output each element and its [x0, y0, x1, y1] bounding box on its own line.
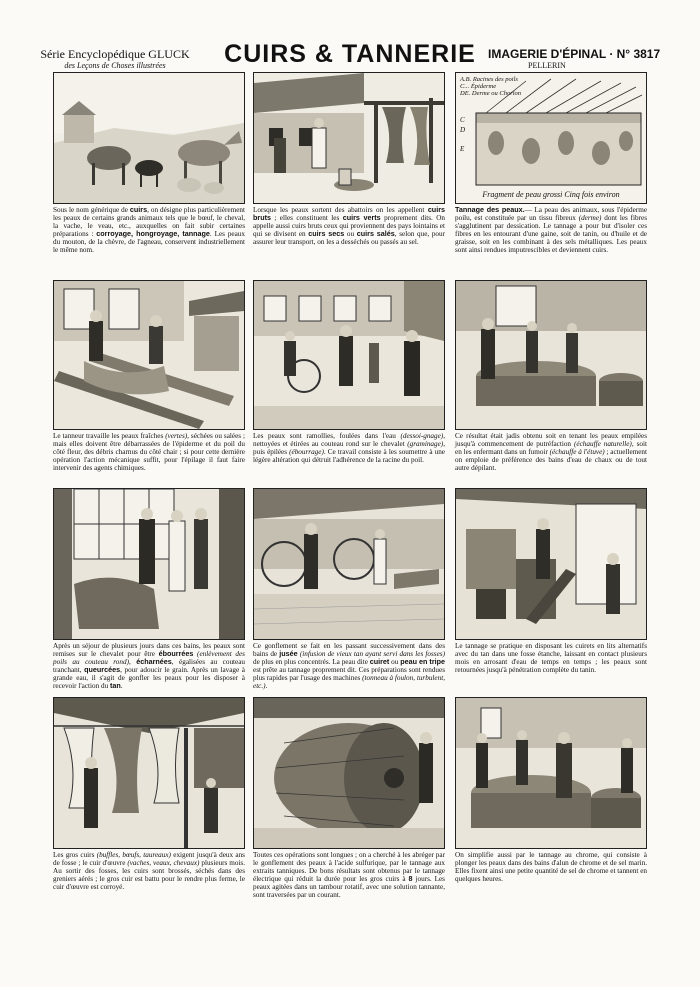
skin-diagram	[455, 72, 647, 204]
legend-epidermis: C... Épiderme	[460, 83, 497, 90]
caption-7: Après un séjour de plusieurs jours dans ces bains, les peaux sont remises sur le chevalet pour être ébourrées (enlèvement des poils au couteau rond), écharnées, égalisées au couteau tranchant, queurcées, pour adoucir le grain. Après un lavage à grande eau, il s'agit de gonfler les peaux pour les disposer à recevoir l'action du tan.	[53, 642, 246, 691]
caption-4: Le tanneur travaille les peaux fraîches (vertes), séchées ou salées ; mais elles doivent être débarrassées de l'épiderme et du poil du côté fleur, des débris charnus du côté chair ; si pour cette dernière opération l'action mécanique suffit, pour l'épilage il faut faire intervenir des agents chimiques.	[53, 432, 245, 473]
illustration-swelling-baths	[253, 488, 445, 640]
series-header	[20, 48, 210, 70]
page-title: CUIRS & TANNERIE	[224, 40, 476, 68]
caption-1: Sous le nom générique de cuirs, on désigne plus particulièrement les peaux de certains grands animaux tels que le bœuf, le cheval, la vache, le veau, etc., auxquelles on fait subir certaines préparations : corroyage, hongroyage, tannage. Les peaux du mouton, de la chèvre, de l'agneau, conservent industriellement le même nom.	[53, 205, 245, 255]
caption-3: Tannage des peaux.— La peau des animaux, sous l'épiderme poilu, est constituée par un tissu fibreux (derme) dont les fibres s'agglutinent par dessication. Le tannage a pour but d'isoler ces fibres en les entourant d'une gaine, soit de tanin, ou d'huile et de graisse, soit en les combinant à des sels métalliques. Les peaux sont ainsi rendues imputrescibles et deviennent cuirs.	[455, 205, 648, 255]
illustration-drying-loft	[53, 697, 245, 849]
caption-6: Ce résultat était jadis obtenu soit en tenant les peaux empilées jusqu'à commencement de putréfaction (échauffe naturelle), soit en les enfermant dans un fumoir (échauffe à l'étuve) ; actuellement on emploie de préférence des bains d'eau de chaux ou de tout autre dépilant.	[455, 432, 648, 473]
illustration-fleshing	[53, 488, 245, 640]
illustration-raw-hides	[253, 72, 445, 204]
label-d: D	[460, 126, 466, 134]
illustration-tanner-workshop	[53, 280, 245, 430]
diagram-caption: Fragment de peau grossi Cinq fois environ	[482, 190, 620, 199]
caption-2: Lorsque les peaux sortent des abattoirs on les appellent cuirs bruts ; elles constituent les cuirs verts proprement dits. On appelle aussi cuirs bruts ceux qui proviennent des pays lointains et qui se divisent en cuirs secs ou cuirs salés, selon que, pour assurer leur transport, on les a desséchés ou passés au sel.	[253, 205, 446, 247]
illustration-chrome-tanning	[455, 697, 647, 849]
caption-11: Toutes ces opérations sont longues ; on a cherché à les abréger par le gonflement des peaux à l'acide sulfurique, par le tannage aux extraits tanniques. De bons résultats sont obtenus par le tannage électrique qui réduit la durée pour les gros cuirs à 8 jours. Les peaux agitées dans un tambour rotatif, avec une solution tannante, sont traversées par un courant.	[253, 851, 445, 900]
caption-9: Le tannage se pratique en disposant les cuirets en lits alternatifs avec du tan dans une fosse étanche, laissant en contact plusieurs mois en arrosant d'eau de temps en temps ; les peaux sont retournées jusqu'à pénétration complète du tanin.	[455, 642, 647, 675]
publisher-sub: PELLERIN	[528, 61, 566, 70]
legend-roots: A.B. Racines des poils	[460, 76, 518, 83]
illustration-lime-baths	[455, 280, 647, 430]
caption-5: Les peaux sont ramollies, foulées dans l'eau (dessoi-gnage), nettoyées et étirées au couteau rond sur le chevalet (graminage), puis épilées (ébourrage). Ce travail consiste à les soumettre à une légère altération qui détruit l'adhérence de la racine du poil.	[253, 432, 445, 465]
series-subtitle: des Leçons de Choses illustrées	[64, 61, 166, 70]
label-c: C	[460, 116, 465, 124]
illustration-tanning-pits	[455, 488, 647, 640]
illustration-animals	[53, 72, 245, 204]
caption-8: Ce gonflement se fait en les passant successivement dans des bains de jusée (infusion de vieux tan ayant servi dans les fosses) de plus en plus concentrés. La peau dite cuiret ou peau en tripe est prête au tannage proprement dit. Ces préparations sont rendues plus rapides par l'usage des machines (tonneau à foulon, turbulent, etc.).	[253, 642, 446, 691]
series-name: Série Encyclopédique GLUCK	[40, 47, 190, 61]
caption-12: On simplifie aussi par le tannage au chrome, qui consiste à plonger les peaux dans des bains d'alun de chrome et de sel marin. Elles fixent ainsi une petite quantité de sel de chrome et tannent en quelques heures.	[455, 851, 647, 884]
label-e: E	[460, 145, 465, 153]
publisher-name: IMAGERIE D'ÉPINAL · N° 3817	[488, 47, 661, 61]
caption-10: Les gros cuirs (buffles, bœufs, taureaux) exigent jusqu'à deux ans de fosse ; le cuir d'œuvre (vaches, veaux, chevaux) plusieurs mois. Au sortir des fosses, les cuirs sont brossés, séchés dans des greniers aérés ; le gros cuir est battu pour le rendre plus ferme, le cuir d'œuvre est corroyé.	[53, 851, 246, 892]
publisher-header	[488, 48, 688, 70]
illustration-softening	[253, 280, 445, 430]
illustration-rotating-drum	[253, 697, 445, 849]
diagram-legend	[460, 76, 521, 97]
legend-derme: DE. Derme ou Chorion	[460, 90, 522, 97]
